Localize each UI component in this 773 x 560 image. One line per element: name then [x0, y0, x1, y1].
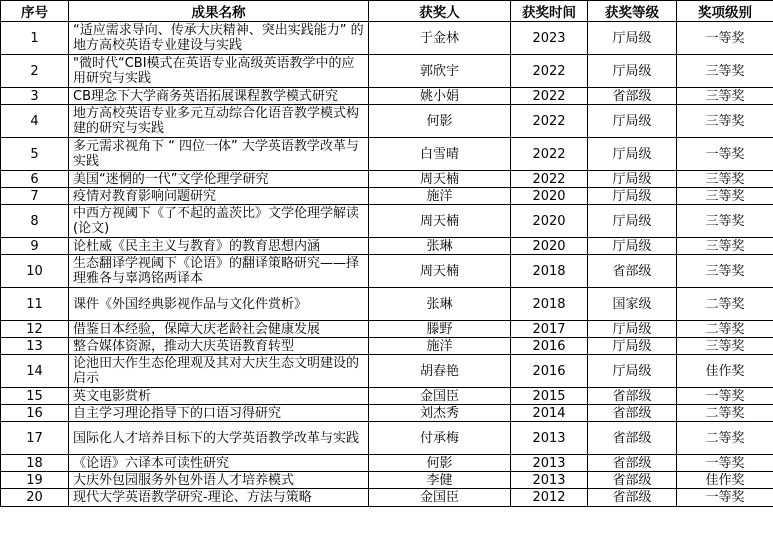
- header-grade: 奖项级别: [677, 1, 773, 22]
- row-no: 12: [1, 321, 69, 338]
- row-awardee: 胡春艳: [369, 355, 511, 388]
- row-year: 2022: [511, 88, 588, 105]
- row-awardee: 姚小娟: [369, 88, 511, 105]
- row-title: "微时代“CBI模式在英语专业高级英语教学中的应用研究与实践: [69, 55, 369, 88]
- row-no: 7: [1, 188, 69, 205]
- row-award-grade: 一等奖: [677, 22, 773, 55]
- row-year: 2022: [511, 105, 588, 138]
- table-row: [1, 105, 773, 138]
- row-title: 论杜威《民主主义与教育》的教育思想内涵: [69, 238, 369, 255]
- row-award-level: 省部级: [588, 255, 677, 288]
- row-year: 2023: [511, 22, 588, 55]
- row-award-level: 厅局级: [588, 238, 677, 255]
- row-title: 生态翻译学视阈下《论语》的翻译策略研究——择理雅各与辜鸿铭两译本: [69, 255, 369, 288]
- row-award-level: 省部级: [588, 88, 677, 105]
- row-year: 2013: [511, 455, 588, 472]
- row-award-grade: 三等奖: [677, 55, 773, 88]
- row-award-level: 厅局级: [588, 205, 677, 238]
- table-row: [1, 22, 773, 55]
- row-award-level: 厅局级: [588, 338, 677, 355]
- header-name: 成果名称: [69, 1, 369, 22]
- table-row: [1, 88, 773, 105]
- row-title: 大庆外包园服务外包外语人才培养模式: [69, 472, 369, 489]
- row-awardee: 于金林: [369, 22, 511, 55]
- row-no: 5: [1, 138, 69, 171]
- row-award-grade: 三等奖: [677, 105, 773, 138]
- row-award-level: 厅局级: [588, 321, 677, 338]
- row-year: 2020: [511, 238, 588, 255]
- row-awardee: 金国臣: [369, 489, 511, 507]
- row-title: 借鉴日本经验，保障大庆老龄社会健康发展: [69, 321, 369, 338]
- header-awardee: 获奖人: [369, 1, 511, 22]
- row-awardee: 付承梅: [369, 422, 511, 455]
- row-awardee: 刘杰秀: [369, 405, 511, 422]
- row-award-grade: 二等奖: [677, 321, 773, 338]
- row-award-level: 省部级: [588, 455, 677, 472]
- row-title: 现代大学英语教学研究-理论、方法与策略: [69, 489, 369, 507]
- row-award-level: 省部级: [588, 422, 677, 455]
- row-award-level: 省部级: [588, 489, 677, 507]
- row-year: 2016: [511, 338, 588, 355]
- table-row: [1, 338, 773, 355]
- row-award-level: 厅局级: [588, 55, 677, 88]
- row-no: 9: [1, 238, 69, 255]
- row-award-level: 厅局级: [588, 188, 677, 205]
- row-year: 2018: [511, 255, 588, 288]
- header-no: 序号: [1, 1, 69, 22]
- row-title: 中西方视阈下《了不起的盖茨比》文学伦理学解读(论文): [69, 205, 369, 238]
- row-no: 4: [1, 105, 69, 138]
- row-awardee: 何影: [369, 105, 511, 138]
- row-title: 论池田大作生态伦理观及其对大庆生态文明建设的启示: [69, 355, 369, 388]
- row-title: 整合媒体资源，推动大庆英语教育转型: [69, 338, 369, 355]
- row-title: 自主学习理论指导下的口语习得研究: [69, 405, 369, 422]
- table-row: [1, 489, 773, 507]
- row-year: 2020: [511, 188, 588, 205]
- row-award-level: 省部级: [588, 472, 677, 489]
- row-award-grade: 三等奖: [677, 188, 773, 205]
- row-award-grade: 二等奖: [677, 405, 773, 422]
- row-award-grade: 三等奖: [677, 338, 773, 355]
- row-no: 14: [1, 355, 69, 388]
- row-year: 2018: [511, 288, 588, 321]
- row-title: 英文电影赏析: [69, 388, 369, 405]
- row-award-level: 国家级: [588, 288, 677, 321]
- row-no: 16: [1, 405, 69, 422]
- row-year: 2012: [511, 489, 588, 507]
- row-awardee: 李健: [369, 472, 511, 489]
- table-body: [1, 22, 773, 507]
- table-row: [1, 388, 773, 405]
- table-row: [1, 238, 773, 255]
- row-no: 20: [1, 489, 69, 507]
- row-award-grade: 三等奖: [677, 238, 773, 255]
- row-award-level: 厅局级: [588, 105, 677, 138]
- row-award-level: 厅局级: [588, 355, 677, 388]
- row-title: 地方高校英语专业多元互动综合化语音教学模式构建的研究与实践: [69, 105, 369, 138]
- row-year: 2020: [511, 205, 588, 238]
- row-title: 《论语》六译本可读性研究: [69, 455, 369, 472]
- row-no: 18: [1, 455, 69, 472]
- row-title: 多元需求视角下 “ 四位一体” 大学英语教学改革与实践: [69, 138, 369, 171]
- row-no: 10: [1, 255, 69, 288]
- row-award-grade: 三等奖: [677, 205, 773, 238]
- row-no: 1: [1, 22, 69, 55]
- row-awardee: 金国臣: [369, 388, 511, 405]
- row-title: 课件《外国经典影视作品与文化件赏析》: [69, 288, 369, 321]
- row-award-grade: 二等奖: [677, 288, 773, 321]
- table-row: [1, 455, 773, 472]
- row-awardee: 滕野: [369, 321, 511, 338]
- row-title: 美国“迷惘的一代”文学伦理学研究: [69, 171, 369, 188]
- row-year: 2013: [511, 472, 588, 489]
- row-award-grade: 佳作奖: [677, 472, 773, 489]
- row-awardee: 张琳: [369, 238, 511, 255]
- row-awardee: 周天楠: [369, 255, 511, 288]
- row-no: 13: [1, 338, 69, 355]
- row-awardee: 周天楠: [369, 171, 511, 188]
- row-awardee: 张琳: [369, 288, 511, 321]
- row-award-grade: 一等奖: [677, 388, 773, 405]
- row-title: “适应需求导向、传承大庆精神、突出实践能力” 的地方高校英语专业建设与实践: [69, 22, 369, 55]
- row-award-grade: 二等奖: [677, 422, 773, 455]
- header-row: [1, 1, 773, 22]
- header-year: 获奖时间: [511, 1, 588, 22]
- row-award-grade: 一等奖: [677, 489, 773, 507]
- row-title: CB理念下大学商务英语拓展课程教学模式研究: [69, 88, 369, 105]
- row-year: 2015: [511, 388, 588, 405]
- row-award-level: 省部级: [588, 388, 677, 405]
- row-award-grade: 一等奖: [677, 138, 773, 171]
- row-award-grade: 三等奖: [677, 255, 773, 288]
- row-no: 15: [1, 388, 69, 405]
- row-awardee: 郭欣宇: [369, 55, 511, 88]
- row-award-grade: 佳作奖: [677, 355, 773, 388]
- row-awardee: 白雪晴: [369, 138, 511, 171]
- table-row: [1, 171, 773, 188]
- row-awardee: 何影: [369, 455, 511, 472]
- row-award-grade: 三等奖: [677, 171, 773, 188]
- row-no: 6: [1, 171, 69, 188]
- row-year: 2016: [511, 355, 588, 388]
- row-year: 2014: [511, 405, 588, 422]
- row-award-level: 省部级: [588, 405, 677, 422]
- table-row: [1, 321, 773, 338]
- row-award-level: 厅局级: [588, 138, 677, 171]
- header-level: 获奖等级: [588, 1, 677, 22]
- table-row: [1, 255, 773, 288]
- row-no: 17: [1, 422, 69, 455]
- row-year: 2013: [511, 422, 588, 455]
- row-year: 2022: [511, 138, 588, 171]
- table-row: [1, 138, 773, 171]
- row-no: 8: [1, 205, 69, 238]
- row-award-level: 厅局级: [588, 22, 677, 55]
- row-no: 11: [1, 288, 69, 321]
- table-row: [1, 55, 773, 88]
- table-row: [1, 405, 773, 422]
- row-year: 2017: [511, 321, 588, 338]
- row-award-level: 厅局级: [588, 171, 677, 188]
- row-awardee: 周天楠: [369, 205, 511, 238]
- row-awardee: 施洋: [369, 338, 511, 355]
- table-row: [1, 472, 773, 489]
- table-row: [1, 422, 773, 455]
- row-awardee: 施洋: [369, 188, 511, 205]
- row-no: 3: [1, 88, 69, 105]
- row-title: 疫情对教育影响问题研究: [69, 188, 369, 205]
- row-award-grade: 三等奖: [677, 88, 773, 105]
- table-row: [1, 355, 773, 388]
- table-row: [1, 188, 773, 205]
- table-row: [1, 205, 773, 238]
- row-year: 2022: [511, 171, 588, 188]
- row-title: 国际化人才培养目标下的大学英语教学改革与实践: [69, 422, 369, 455]
- row-year: 2022: [511, 55, 588, 88]
- row-no: 2: [1, 55, 69, 88]
- row-no: 19: [1, 472, 69, 489]
- row-award-grade: 一等奖: [677, 455, 773, 472]
- table-row: [1, 288, 773, 321]
